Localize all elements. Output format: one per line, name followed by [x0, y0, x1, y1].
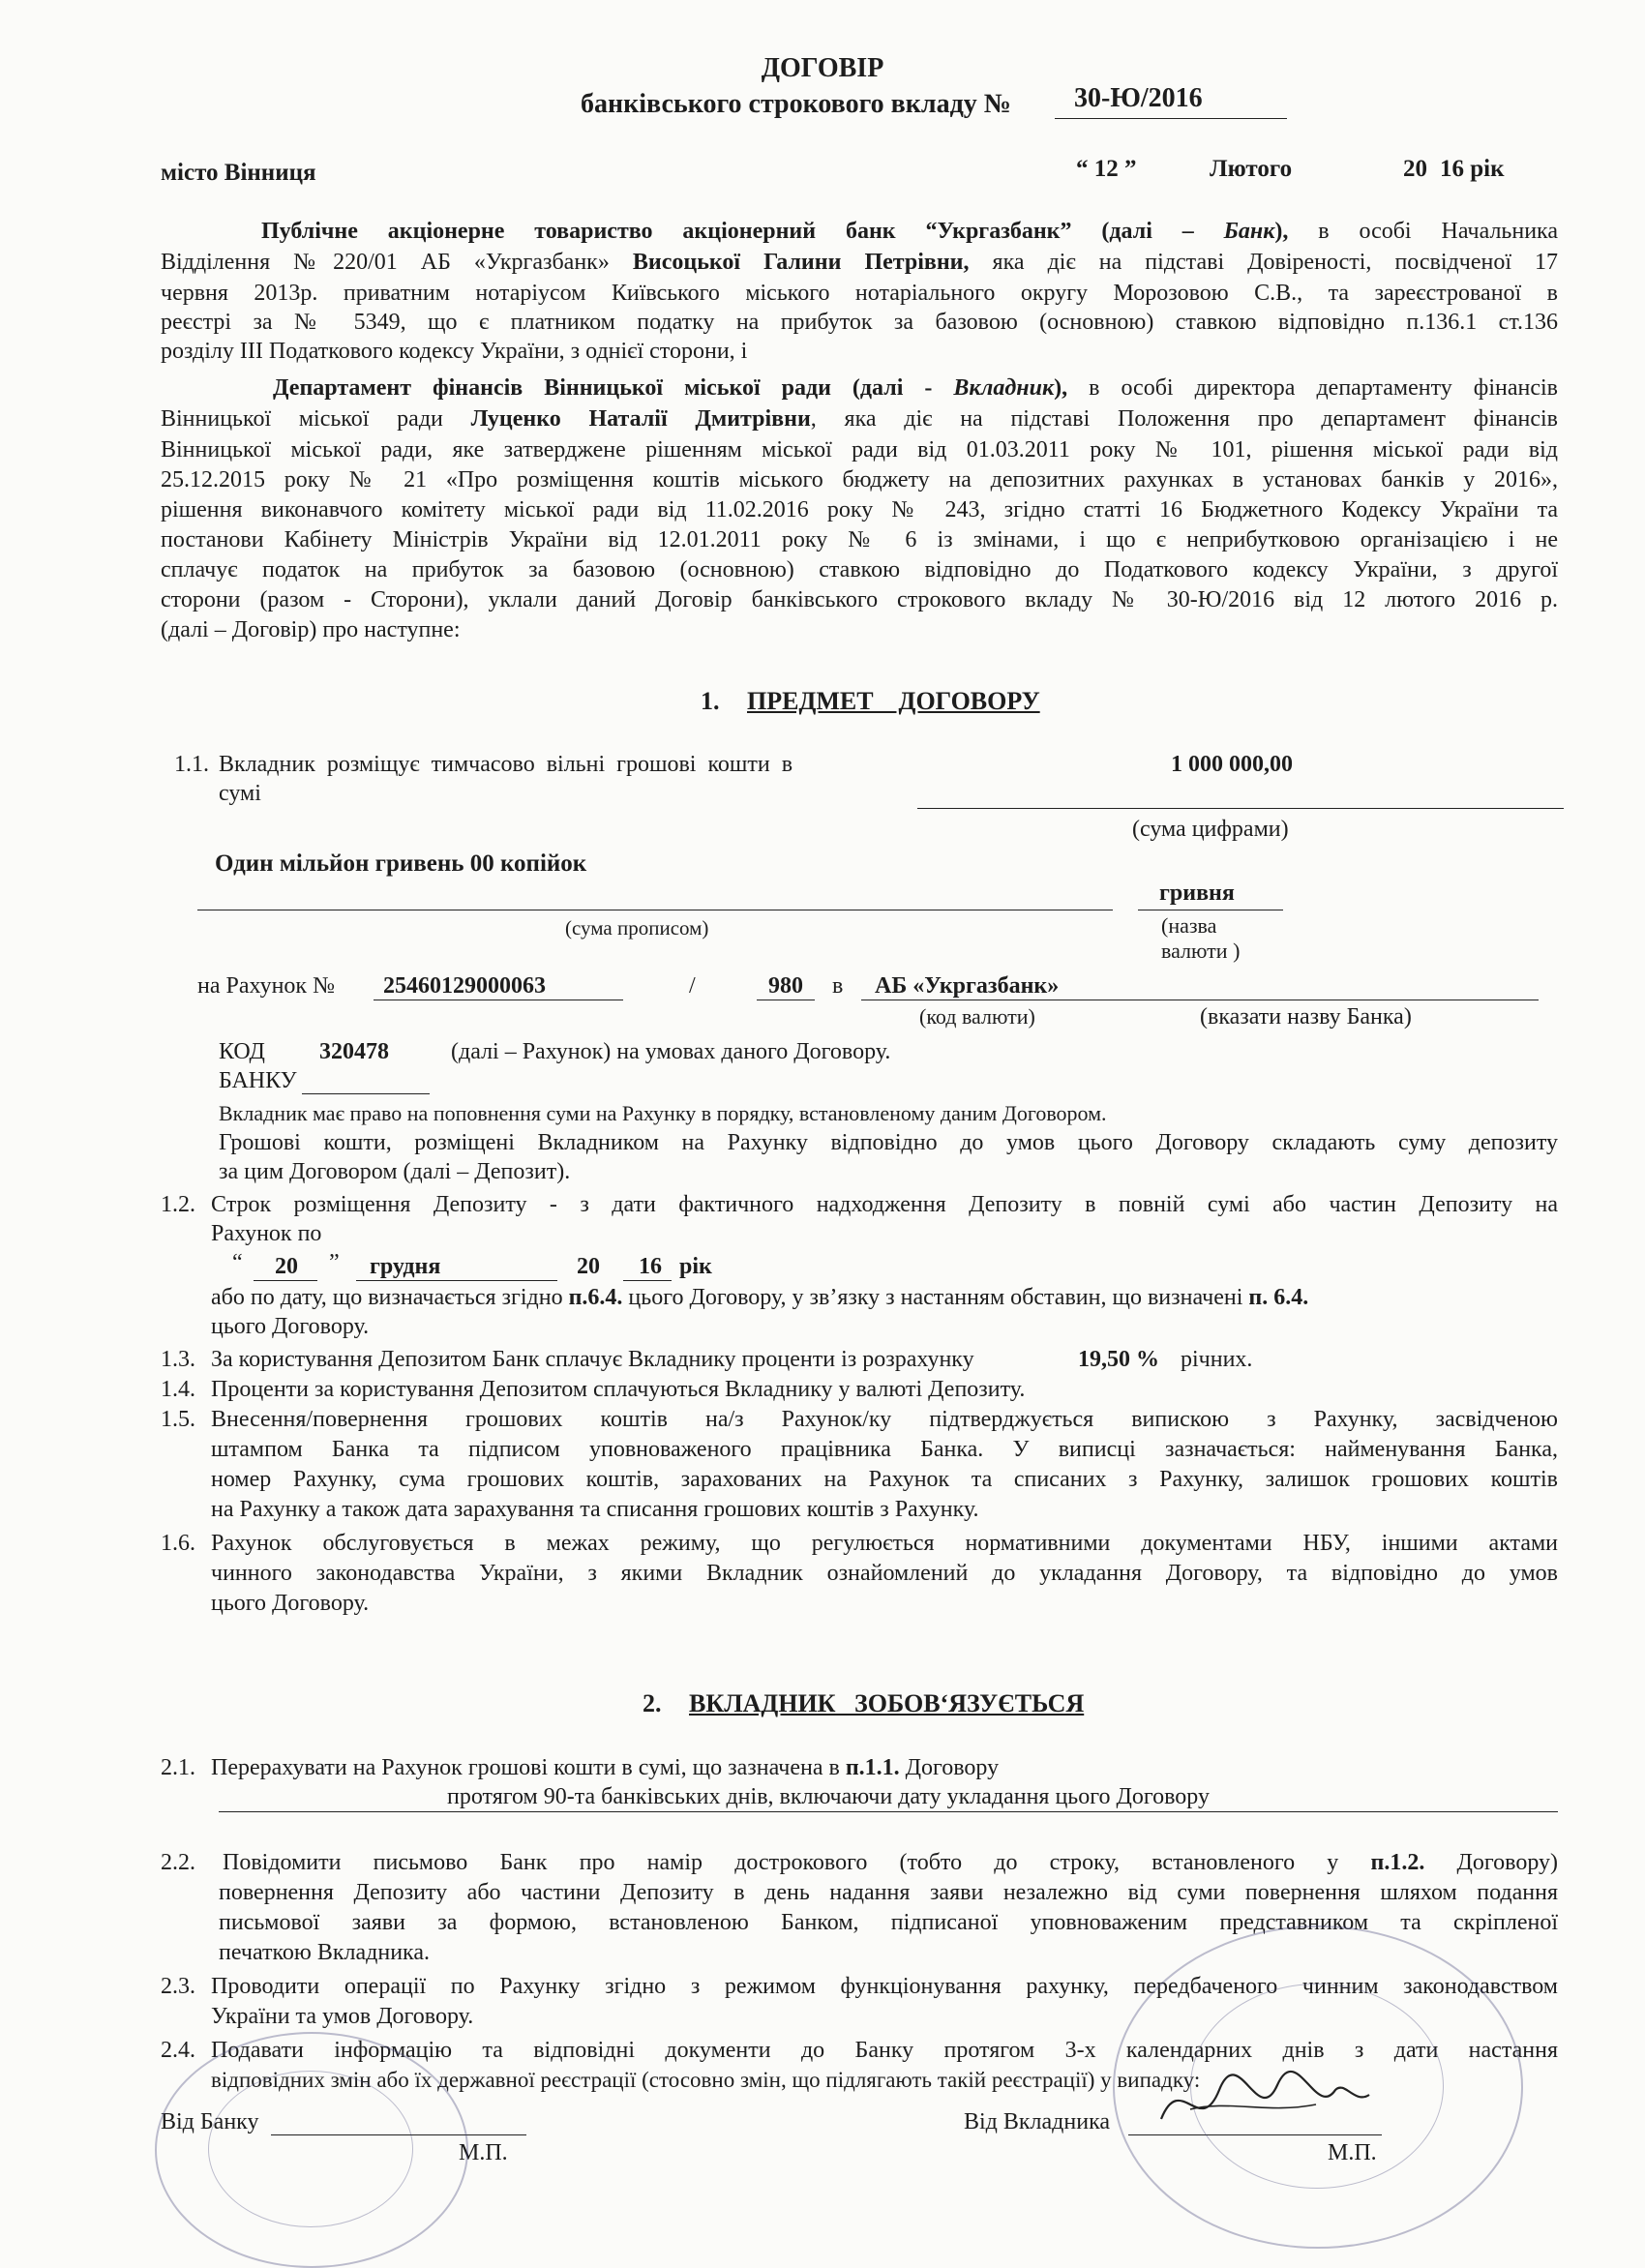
clause-2-2-text-b: Договору)	[1424, 1850, 1558, 1875]
intro-p2-line4: 25.12.2015 року № 21 «Про розміщення коштів міського бюджету на депозитних рахунках в установах банків у 2016»,	[161, 467, 1558, 492]
currency-caption-1: (назва	[1161, 913, 1217, 938]
end-year-prefix: 20	[577, 1254, 600, 1279]
clause-1-5-number: 1.5.	[161, 1407, 195, 1432]
clause-1-2-line3	[211, 1283, 1308, 1312]
clause-1-1-text: Вкладник розміщує тимчасово вільні грошові кошти в	[219, 752, 793, 777]
section1-title: ПРЕДМЕТ ДОГОВОРУ	[747, 687, 1040, 715]
clause-1-2-text3a: або по дату, що визначається згідно	[211, 1285, 569, 1310]
clause-2-1-ref: п.1.1.	[845, 1755, 900, 1780]
clause-1-5-line1: Внесення/повернення грошових коштів на/з Рахунок/ку підтверджується випискою з Рахунку, засвідченою	[211, 1407, 1558, 1432]
code-tail: (далі – Рахунок) на умовах даного Договору.	[451, 1039, 891, 1064]
clause-2-3-number: 2.3.	[161, 1974, 195, 1999]
currency-name: гривня	[1159, 880, 1235, 906]
currency-code: 980	[768, 973, 803, 999]
end-year-word: рік	[679, 1254, 712, 1279]
clause-2-1-fill-line	[219, 1811, 1558, 1812]
bank-name: АБ «Укргазбанк»	[875, 973, 1060, 999]
date-year-prefix: 20	[1403, 156, 1427, 182]
intro-p1-line4: реєстрі за № 5349, що є платником податку на прибуток за базовою (основною) ставкою відповідно п.136.1 ст.136	[161, 310, 1558, 335]
clause-2-4-line2: відповідних змін або їх державної реєстрації (стосовно змін, що підлягають такій реєстрації) у випадку:	[211, 2068, 1201, 2092]
contract-number-underline	[1055, 118, 1287, 119]
clause-2-4-line1: Подавати інформацію та відповідні документи до Банку протягом 3-х календарних днів з дати настання	[211, 2038, 1558, 2063]
amount-digits-caption: (сума цифрами)	[1132, 817, 1289, 842]
depositor-stamp-place: М.П.	[1328, 2140, 1377, 2165]
clause-1-1-text2: сумі	[219, 781, 261, 806]
intro-p1-branch: Відділення №220/01 АБ «Укргазбанк»	[161, 250, 610, 275]
depositor-paren: ),	[1054, 375, 1068, 401]
intro-p1-line3: червня 2013р. приватним нотаріусом Київського міського нотаріального округу Морозовою С.В., та зареєстрованої в	[161, 281, 1558, 306]
clause-1-5-line3: номер Рахунку, сума грошових коштів, зарахованих на Рахунок та списаних з Рахунку, залишок грошових коштів	[211, 1467, 1558, 1492]
clause-1-1-number: 1.1.	[174, 752, 209, 777]
bank-label-line	[302, 1093, 430, 1094]
clause-2-2-line3: письмової заяви за формою, встановленою Банком, підписаної уповноваженим представником та скріпленої	[219, 1910, 1558, 1935]
clause-1-2-number: 1.2.	[161, 1192, 195, 1217]
clause-1-3-number: 1.3.	[161, 1347, 195, 1372]
clause-1-2-line4: цього Договору.	[211, 1314, 370, 1339]
bank-signature-label: Від Банку	[161, 2109, 259, 2134]
intro-p1-first-line	[261, 217, 1558, 246]
clause-1-6-line1: Рахунок обслуговується в межах режиму, що регулюється нормативними документами НБУ, іншими актами	[211, 1531, 1558, 1556]
depositor-signature-label: Від Вкладника	[964, 2109, 1111, 2134]
interest-rate: 19,50 %	[1078, 1347, 1159, 1372]
currency-caption-2: валюти )	[1161, 939, 1241, 963]
intro-p2-line3: Вінницької міської ради, яке затверджене рішенням міської ради від 01.03.2011 року № 101, рішення міської ради від	[161, 437, 1558, 463]
clause-2-2-number: 2.2.	[161, 1850, 195, 1875]
intro-p2-line6: постанови Кабінету Міністрів України від 12.01.2011 року № 6 із змінами, і що є неприбутковою організацією і не	[161, 527, 1558, 552]
date-year-suffix: 16 рік	[1440, 156, 1505, 182]
bank-representative-name: Висоцької Галини Петрівни,	[632, 250, 970, 275]
amount-digits: 1 000 000,00	[1171, 752, 1293, 777]
section1-number: 1.	[701, 687, 720, 715]
amount-words-caption: (сума прописом)	[565, 916, 709, 940]
bank-label: БАНКУ	[219, 1068, 297, 1093]
section2-number: 2.	[643, 1689, 662, 1717]
clause-2-2-line1	[223, 1848, 1558, 1877]
clause-2-3-line1: Проводити операції по Рахунку згідно з режимом функціонування рахунку, передбаченого чинним законодавством	[211, 1974, 1558, 1999]
code-label: КОД	[219, 1039, 265, 1064]
end-month-line	[356, 1280, 557, 1281]
account-slash: /	[689, 973, 696, 999]
deposit-definition-line2: за цим Договором (далі – Депозит).	[219, 1159, 571, 1184]
clause-1-2-line1: Строк розміщення Депозиту - з дати фактичного надходження Депозиту в повній сумі або частин Депозиту на	[211, 1192, 1558, 1217]
clause-2-2-text-a: Повідомити письмово Банк про намір дострокового (тобто до строку, встановленого у	[223, 1850, 1371, 1875]
date-month: Лютого	[1210, 156, 1293, 182]
currency-code-caption: (код валюти)	[919, 1004, 1035, 1029]
account-label: на Рахунок №	[197, 973, 335, 999]
intro-p2-basis: , яка діє на підставі Положення про департамент фінансів	[810, 406, 1558, 432]
clause-2-1-text-b: Договору	[899, 1755, 1000, 1780]
interest-rate-tail: річних.	[1181, 1347, 1253, 1372]
clause-1-5-line2: штампом Банка та підписом уповноваженого працівника Банка. У виписці зазначається: найменування Банка,	[211, 1437, 1558, 1462]
end-month: грудня	[370, 1254, 441, 1279]
clause-1-2-line2: Рахунок по	[211, 1221, 322, 1246]
clause-1-4-text: Проценти за користування Депозитом сплачуються Вкладнику у валюті Депозиту.	[211, 1377, 1026, 1402]
end-day-line	[254, 1280, 317, 1281]
end-date-open-quote: “	[232, 1250, 243, 1275]
clause-2-3-line2: України та умов Договору.	[211, 2004, 474, 2029]
intro-p1-line2	[161, 248, 1558, 277]
intro-p1-line5: розділу ІІІ Податкового кодексу України, з однієї сторони, і	[161, 339, 748, 364]
document-title: ДОГОВІР	[761, 53, 884, 83]
clause-1-6-line3: цього Договору.	[211, 1591, 370, 1616]
city: місто Вінниця	[161, 160, 316, 186]
intro-p2-council: Вінницької міської ради	[161, 406, 471, 432]
intro-p2-line9: (далі – Договір) про наступне:	[161, 617, 461, 642]
end-year: 16	[639, 1254, 662, 1279]
date-day: “ 12 ”	[1076, 156, 1137, 182]
bank-short-name: Банк	[1223, 219, 1275, 244]
end-day: 20	[275, 1254, 298, 1279]
bank-name-caption: (вказати назву Банка)	[1200, 1004, 1412, 1030]
clause-2-2-line2: повернення Депозиту або частини Депозиту в день надання заяви незалежно від суми повернення шляхом подання	[219, 1880, 1558, 1905]
clause-2-2-line4: печаткою Вкладника.	[219, 1940, 431, 1965]
bank-paren: ),	[1274, 219, 1289, 244]
intro-p2-line7: сплачує податок на прибуток за базовою (основною) ставкою відповідно до Податкового кодексу України, з другої	[161, 557, 1558, 582]
clause-2-1-text-a: Перерахувати на Рахунок грошові кошти в сумі, що зазначена в	[211, 1755, 846, 1780]
clause-1-2-ref2: п. 6.4.	[1248, 1285, 1309, 1310]
intro-p2-first-line	[273, 373, 1558, 403]
clause-2-1-fill: протягом 90-та банківських днів, включаючи дату укладання цього Договору	[447, 1784, 1210, 1809]
end-date-close-quote: ”	[329, 1250, 340, 1275]
intro-p2-line2	[161, 404, 1558, 433]
contract-number: 30-Ю/2016	[1074, 83, 1203, 113]
intro-p2-line5: рішення виконавчого комітету міської ради від 11.02.2016 року № 243, згідно статті 16 Бюджетного Кодексу України та	[161, 497, 1558, 522]
amount-words: Один мільйон гривень 00 копійок	[215, 850, 587, 877]
intro-p2-line8: сторони (разом - Сторони), уклали даний Договір банківського строкового вкладу № 30-Ю/2016 від 12 лютого 2016 р.	[161, 587, 1558, 612]
bank-representative-intro: в особі Начальника	[1288, 219, 1558, 244]
intro-p1-basis: яка діє на підставі Довіреності, посвідченої 17	[992, 250, 1559, 275]
depositor-short-name: Вкладник	[953, 375, 1055, 401]
deposit-definition-line1: Грошові кошти, розміщені Вкладником на Рахунку відповідно до умов цього Договору складають суму депозиту	[219, 1130, 1558, 1155]
amount-digits-line	[917, 808, 1564, 809]
clause-2-4-number: 2.4.	[161, 2038, 195, 2063]
account-number: 25460129000063	[383, 973, 546, 999]
clause-1-5-line4: на Рахунку а також дата зарахування та списання грошових коштів з Рахунку.	[211, 1497, 979, 1522]
clause-1-2-ref1: п.6.4.	[568, 1285, 623, 1310]
top-up-note: Вкладник має право на поповнення суми на Рахунку в порядку, встановленому даним Договором.	[219, 1101, 1107, 1125]
clause-1-3-text: За користування Депозитом Банк сплачує Вкладнику проценти із розрахунку	[211, 1347, 974, 1372]
clause-2-1-text	[211, 1753, 999, 1782]
clause-1-6-number: 1.6.	[161, 1531, 195, 1556]
depositor-representative-intro: в особі директора департаменту фінансів	[1067, 375, 1558, 401]
depositor-representative-name: Луценко Наталії Дмитрівни	[470, 406, 811, 432]
clause-1-4-number: 1.4.	[161, 1377, 195, 1402]
bank-full-name: Публічне акціонерне товариство акціонерний банк “Укргазбанк” (далі –	[261, 219, 1224, 244]
depositor-signature	[1152, 2061, 1374, 2148]
clause-2-2-ref: п.1.2.	[1370, 1850, 1425, 1875]
clause-1-2-text3b: цього Договору, у зв’язку з настанням обставин, що визначені	[622, 1285, 1249, 1310]
in-word: в	[832, 973, 844, 999]
bank-stamp-inner	[208, 2071, 413, 2227]
clause-2-1-number: 2.1.	[161, 1755, 195, 1780]
section2-title: ВКЛАДНИК ЗОБОВ‘ЯЗУЄТЬСЯ	[689, 1689, 1085, 1717]
end-year-line	[623, 1280, 672, 1281]
bank-stamp-place: М.П.	[459, 2140, 508, 2165]
document-subtitle: банківського строкового вкладу №	[581, 89, 1011, 119]
depositor-full-name: Департамент фінансів Вінницької міської ради (далі -	[273, 375, 954, 401]
code-value: 320478	[319, 1039, 389, 1064]
clause-1-6-line2: чинного законодавства України, з якими Вкладник ознайомлений до укладання Договору, та відповідно до умов	[211, 1561, 1558, 1586]
